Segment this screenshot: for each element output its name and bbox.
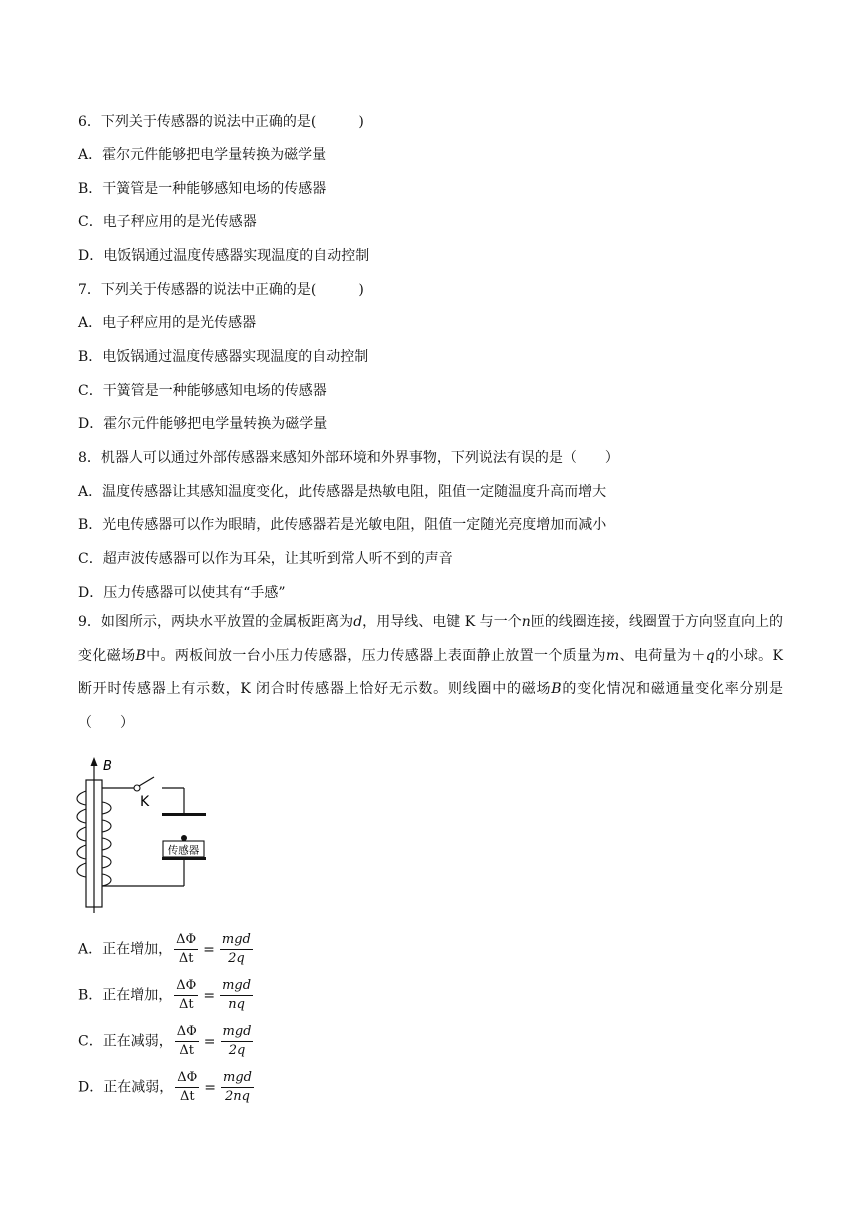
frac-num: ΔΦ: [175, 1024, 199, 1042]
fraction-lhs: [175, 1070, 199, 1105]
question-6-stem: 6．下列关于传感器的说法中正确的是( ): [78, 114, 364, 130]
stem-text: 匝的线圈连接，线圈置于方向竖直向上的变化磁场: [78, 614, 784, 664]
question-9-stem: [78, 606, 783, 740]
equals-sign: =: [203, 941, 215, 958]
stem-text: 的变化情况和磁通量变化率分别是（ ）: [78, 681, 783, 731]
question-8-option-d: D．压力传感器可以使其有“手感”: [78, 585, 286, 601]
circuit-diagram: [72, 755, 222, 915]
question-8-option-c: C．超声波传感器可以作为耳朵，让其听到常人听不到的声音: [78, 551, 453, 567]
question-8-stem: 8．机器人可以通过外部传感器来感知外部环境和外界事物，下列说法有误的是（ ）: [78, 450, 619, 466]
upper-plate: [162, 813, 206, 816]
fraction-lhs: [175, 1024, 199, 1059]
frac-den: 2q: [228, 951, 245, 966]
frac-den: Δt: [179, 1089, 195, 1104]
fraction-lhs: [174, 932, 198, 967]
var-b: B: [135, 647, 146, 664]
frac-num: ΔΦ: [174, 978, 198, 996]
frac-den: Δt: [178, 951, 194, 966]
stem-text: 的小球。K 断开时传感器上有示数，K 闭合时传感器上恰好无示数。则线圈中的磁场: [78, 647, 784, 697]
question-7-stem: 7．下列关于传感器的说法中正确的是( ): [78, 282, 364, 298]
question-7-option-d: D．霍尔元件能够把电学量转换为磁学量: [78, 416, 328, 432]
question-7-option-b: B．电饭锅通过温度传感器实现温度的自动控制: [78, 349, 369, 365]
stem-text: ，用导线、电键 K 与一个: [362, 614, 522, 630]
fraction-lhs: [174, 978, 198, 1013]
option-prefix: B．正在增加，: [78, 987, 173, 1004]
question-8-option-b: B．光电传感器可以作为眼睛，此传感器若是光敏电阻，阻值一定随光亮度增加而减小: [78, 517, 607, 533]
question-9-option-c: [78, 1024, 255, 1059]
frac-den: 2nq: [225, 1089, 250, 1104]
question-9-option-a: [78, 932, 255, 967]
fraction-rhs: [221, 1070, 254, 1105]
switch-blade: [139, 777, 154, 786]
question-6-option-c: C．电子秤应用的是光传感器: [78, 214, 257, 230]
var-q: q: [705, 647, 715, 664]
var-b: B: [551, 681, 562, 697]
var-d: d: [353, 614, 363, 630]
option-prefix: D．正在减弱，: [78, 1079, 174, 1096]
question-8-option-a: A．温度传感器让其感知温度变化，此传感器是热敏电阻，阻值一定随温度升高而增大: [78, 484, 607, 500]
question-9-option-d: [78, 1070, 256, 1105]
frac-den: Δt: [179, 1043, 195, 1058]
sensor-label: 传感器: [167, 844, 200, 857]
frac-num: mgd: [221, 1070, 254, 1088]
option-prefix: A．正在增加，: [78, 941, 173, 958]
frac-num: mgd: [220, 978, 253, 996]
question-6-option-d: D．电饭锅通过温度传感器实现温度的自动控制: [78, 248, 370, 264]
arrow-up-icon: [91, 757, 98, 766]
fraction-rhs: [220, 978, 253, 1013]
var-m: m: [605, 647, 620, 664]
field-label: B: [103, 759, 112, 774]
frac-num: mgd: [221, 1024, 254, 1042]
var-n: n: [521, 614, 531, 630]
equals-sign: =: [203, 987, 216, 1004]
stem-text: 、电荷量为＋: [619, 647, 706, 664]
question-7-option-c: C．干簧管是一种能够感知电场的传感器: [78, 383, 327, 399]
charged-ball: [181, 835, 187, 841]
frac-den: Δt: [179, 997, 194, 1012]
question-7-option-a: A．电子秤应用的是光传感器: [78, 315, 257, 331]
equals-sign: =: [204, 1079, 217, 1096]
fraction-rhs: [221, 1024, 254, 1059]
frac-den: 2q: [228, 1043, 246, 1058]
frac-den: nq: [228, 997, 245, 1012]
frac-num: mgd: [220, 932, 253, 950]
option-prefix: C．正在减弱，: [78, 1033, 173, 1050]
question-6-option-b: B．干簧管是一种能够感知电场的传感器: [78, 181, 327, 197]
question-9-option-b: [78, 978, 255, 1013]
question-6-option-a: A．霍尔元件能够把电学量转换为磁学量: [78, 147, 327, 163]
stem-text: 中。两板间放一台小压力传感器，压力传感器上表面静止放置一个质量为: [145, 647, 606, 664]
lower-plate: [162, 857, 206, 860]
frac-num: ΔΦ: [175, 1070, 199, 1088]
switch-label: K: [140, 794, 150, 810]
equals-sign: =: [203, 1033, 216, 1050]
fraction-rhs: [220, 932, 253, 967]
frac-num: ΔΦ: [174, 932, 198, 950]
stem-text: 9．如图所示，两块水平放置的金属板距离为: [78, 614, 354, 630]
